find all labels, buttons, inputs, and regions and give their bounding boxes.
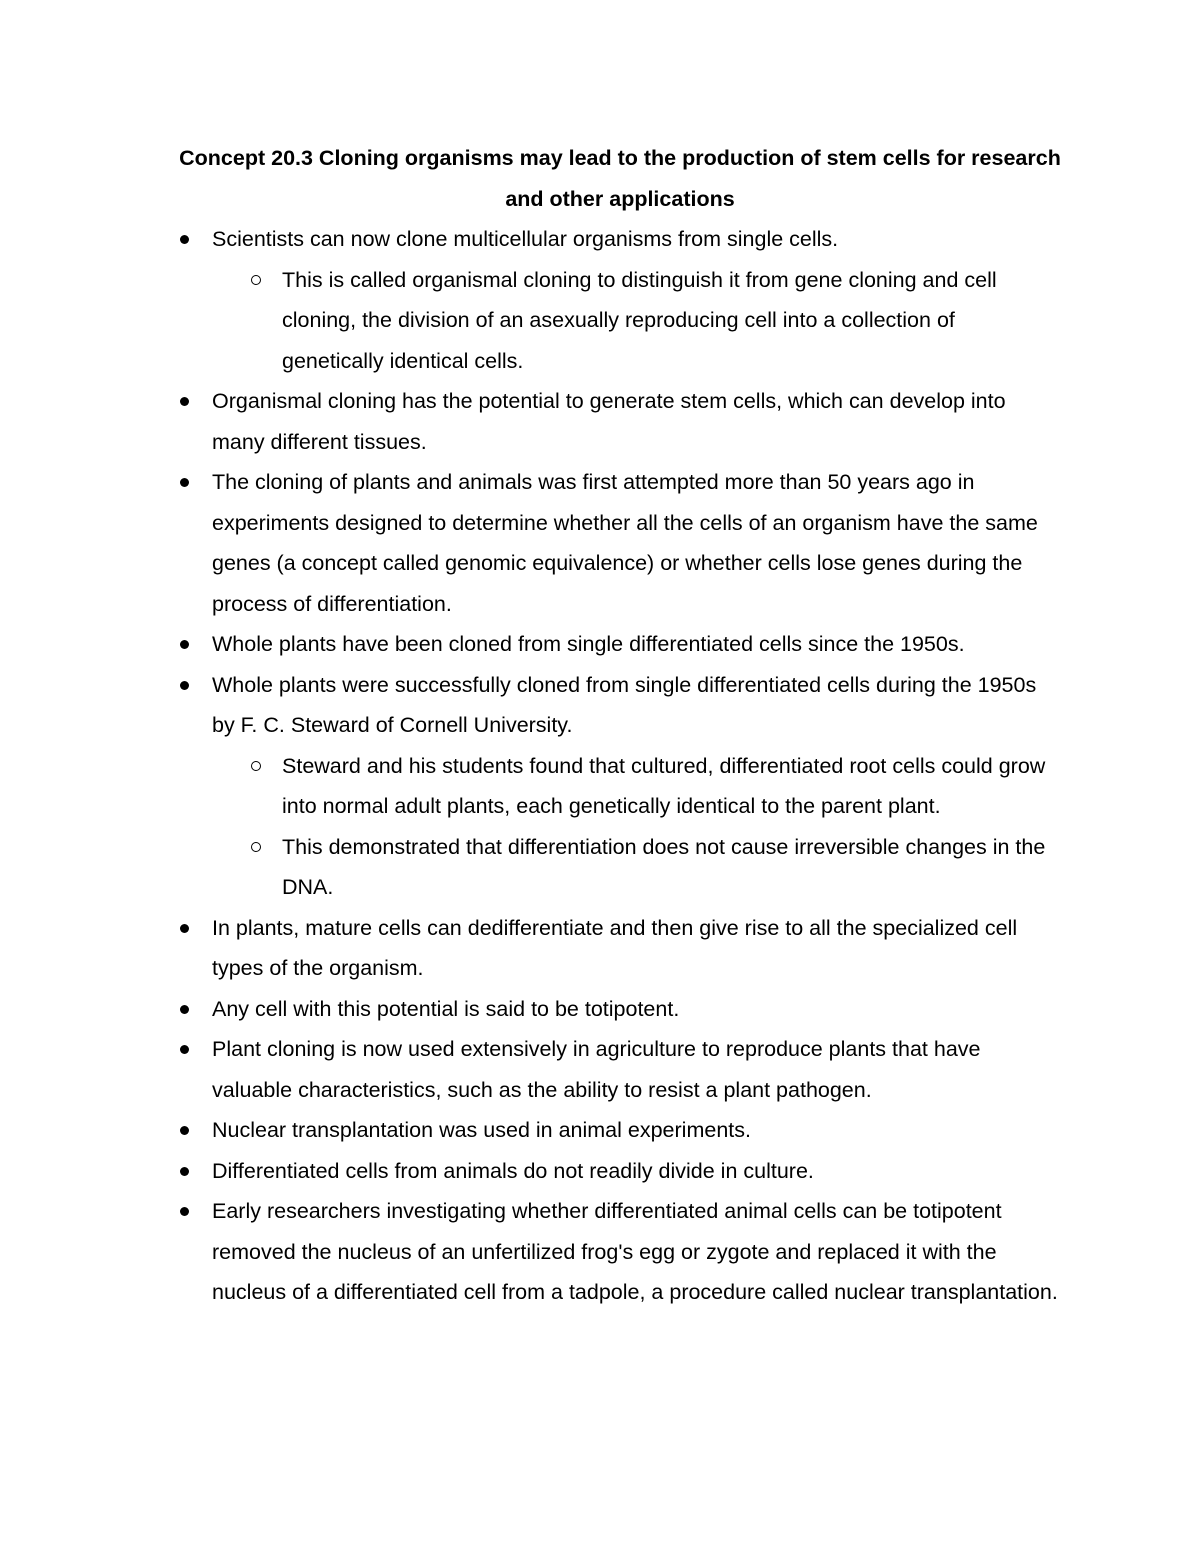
hollow-circle-bullet-icon bbox=[251, 275, 261, 285]
sub-bullet-item bbox=[172, 260, 1062, 382]
bullet-text: Whole plants were successfully cloned from single differentiated cells during the 1950s by F. C. Steward of Cornell University. bbox=[212, 672, 1037, 737]
bullet-dot-icon bbox=[180, 1167, 189, 1176]
bullet-item bbox=[172, 624, 1062, 665]
sub-bullet-text: This is called organismal cloning to distinguish it from gene cloning and cell cloning, the division of an asexually reproducing cell into a collection of genetically identical cells. bbox=[282, 267, 997, 373]
bullet-text: Organismal cloning has the potential to generate stem cells, which can develop into many different tissues. bbox=[212, 389, 1006, 454]
bullet-dot-icon bbox=[180, 924, 189, 933]
hollow-circle-bullet-icon bbox=[251, 761, 261, 771]
bullet-dot-icon bbox=[180, 1005, 189, 1014]
document-title: Concept 20.3 Cloning organisms may lead to the production of stem cells for research and other applications bbox=[179, 146, 1061, 211]
bullet-list bbox=[172, 219, 1062, 1313]
sub-bullet-item bbox=[172, 746, 1062, 827]
bullet-item bbox=[172, 1191, 1062, 1313]
bullet-item bbox=[172, 1151, 1062, 1192]
sub-bullet-list bbox=[212, 260, 1062, 382]
sub-bullet-item bbox=[172, 827, 1062, 908]
bullet-dot-icon bbox=[180, 1045, 189, 1054]
bullet-text: Early researchers investigating whether differentiated animal cells can be totipotent removed the nucleus of an unfertilized frog's egg or zygote and replaced it with the nucleus of a differentiated cell from a tadpole, a procedure called nuclear transplantation. bbox=[212, 1199, 1058, 1304]
bullet-item bbox=[172, 1110, 1062, 1151]
sub-bullet-text: Steward and his students found that cultured, differentiated root cells could grow into normal adult plants, each genetically identical to the parent plant. bbox=[282, 753, 1046, 818]
bullet-item bbox=[172, 381, 1062, 462]
bullet-item bbox=[172, 462, 1062, 624]
sub-bullet-list bbox=[212, 746, 1062, 908]
bullet-dot-icon bbox=[180, 1126, 189, 1135]
bullet-text: Scientists can now clone multicellular organisms from single cells. bbox=[212, 227, 839, 251]
hollow-circle-bullet-icon bbox=[251, 842, 261, 852]
bullet-dot-icon bbox=[180, 640, 189, 649]
bullet-text: Plant cloning is now used extensively in agriculture to reproduce plants that have valuable characteristics, such as the ability to resist a plant pathogen. bbox=[212, 1037, 981, 1102]
bullet-item bbox=[172, 1029, 1062, 1110]
bullet-text: In plants, mature cells can dedifferentiate and then give rise to all the specialized cell types of the organism. bbox=[212, 915, 1018, 980]
bullet-item bbox=[172, 665, 1062, 908]
bullet-dot-icon bbox=[180, 397, 189, 406]
bullet-text: The cloning of plants and animals was first attempted more than 50 years ago in experiments designed to determine whether all the cells of an organism have the same genes (a concept called genomic equivalence) or whether cells lose genes during the process of differentiation. bbox=[212, 470, 1038, 616]
bullet-item bbox=[172, 989, 1062, 1030]
bullet-dot-icon bbox=[180, 681, 189, 690]
bullet-dot-icon bbox=[180, 478, 189, 487]
bullet-text: Whole plants have been cloned from single differentiated cells since the 1950s. bbox=[212, 632, 965, 656]
sub-bullet-text: This demonstrated that differentiation does not cause irreversible changes in the DNA. bbox=[282, 834, 1046, 899]
bullet-dot-icon bbox=[180, 235, 189, 244]
bullet-text: Differentiated cells from animals do not readily divide in culture. bbox=[212, 1158, 814, 1183]
bullet-text: Any cell with this potential is said to be totipotent. bbox=[212, 996, 680, 1021]
bullet-item bbox=[172, 908, 1062, 989]
bullet-text: Nuclear transplantation was used in animal experiments. bbox=[212, 1118, 751, 1142]
bullet-item bbox=[172, 219, 1062, 381]
document-content bbox=[172, 138, 1062, 1313]
bullet-dot-icon bbox=[180, 1207, 189, 1216]
